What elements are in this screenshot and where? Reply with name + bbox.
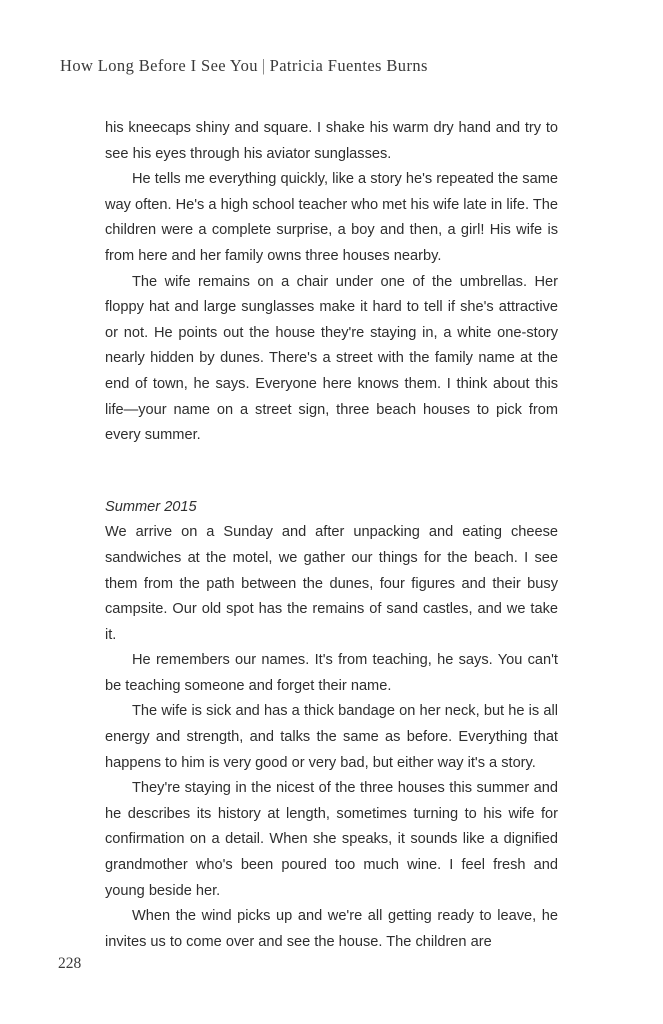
- body-text-column: [105, 116, 558, 955]
- running-head-book-title: How Long Before I See You: [60, 56, 258, 75]
- paragraph: We arrive on a Sunday and after unpacking and eating cheese sandwiches at the motel, we gather our things for the beach. I see them from the path between the dunes, four figures and their busy campsite. Our old spot has the remains of sand castles, and we take it.: [105, 524, 558, 643]
- paragraph: The wife remains on a chair under one of the umbrellas. Her floppy hat and large sunglasses make it hard to tell if she's attractive or not. He points out the house they're staying in, a white one-story nearly hidden by dunes. There's a street with the family name at the end of town, he says. Everyone here knows them. I think about this life—your name on a street sign, three beach houses to pick from every summer.: [105, 273, 558, 444]
- paragraph: He remembers our names. It's from teaching, he says. You can't be teaching someone and forget their name.: [105, 652, 558, 694]
- page-number: 228: [58, 955, 82, 972]
- paragraph: The wife is sick and has a thick bandage on her neck, but he is all energy and strength, and talks the same as before. Everything that happens to him is very good or very bad, but either way it's a story.: [105, 703, 558, 771]
- section-break: [105, 449, 558, 495]
- paragraph: He tells me everything quickly, like a story he's repeated the same way often. He's a high school teacher who met his wife late in life. The children were a complete surprise, a boy and then, a girl! His wife is from here and her family owns three houses nearby.: [105, 171, 558, 264]
- paragraph: his kneecaps shiny and square. I shake his warm dry hand and try to see his eyes through his aviator sunglasses.: [105, 120, 558, 162]
- running-head-author: Patricia Fuentes Burns: [269, 56, 428, 75]
- paragraph: They're staying in the nicest of the three houses this summer and he describes its history at length, sometimes turning to his wife for confirmation on a detail. When she speaks, it sounds like a dignified grandmother who's been poured too much wine. I feel fresh and young beside her.: [105, 780, 558, 899]
- section-heading: Summer 2015: [105, 498, 197, 515]
- running-head: [60, 56, 603, 76]
- running-head-separator: |: [261, 56, 266, 75]
- paragraph: When the wind picks up and we're all getting ready to leave, he invites us to come over and see the house. The children are: [105, 908, 558, 950]
